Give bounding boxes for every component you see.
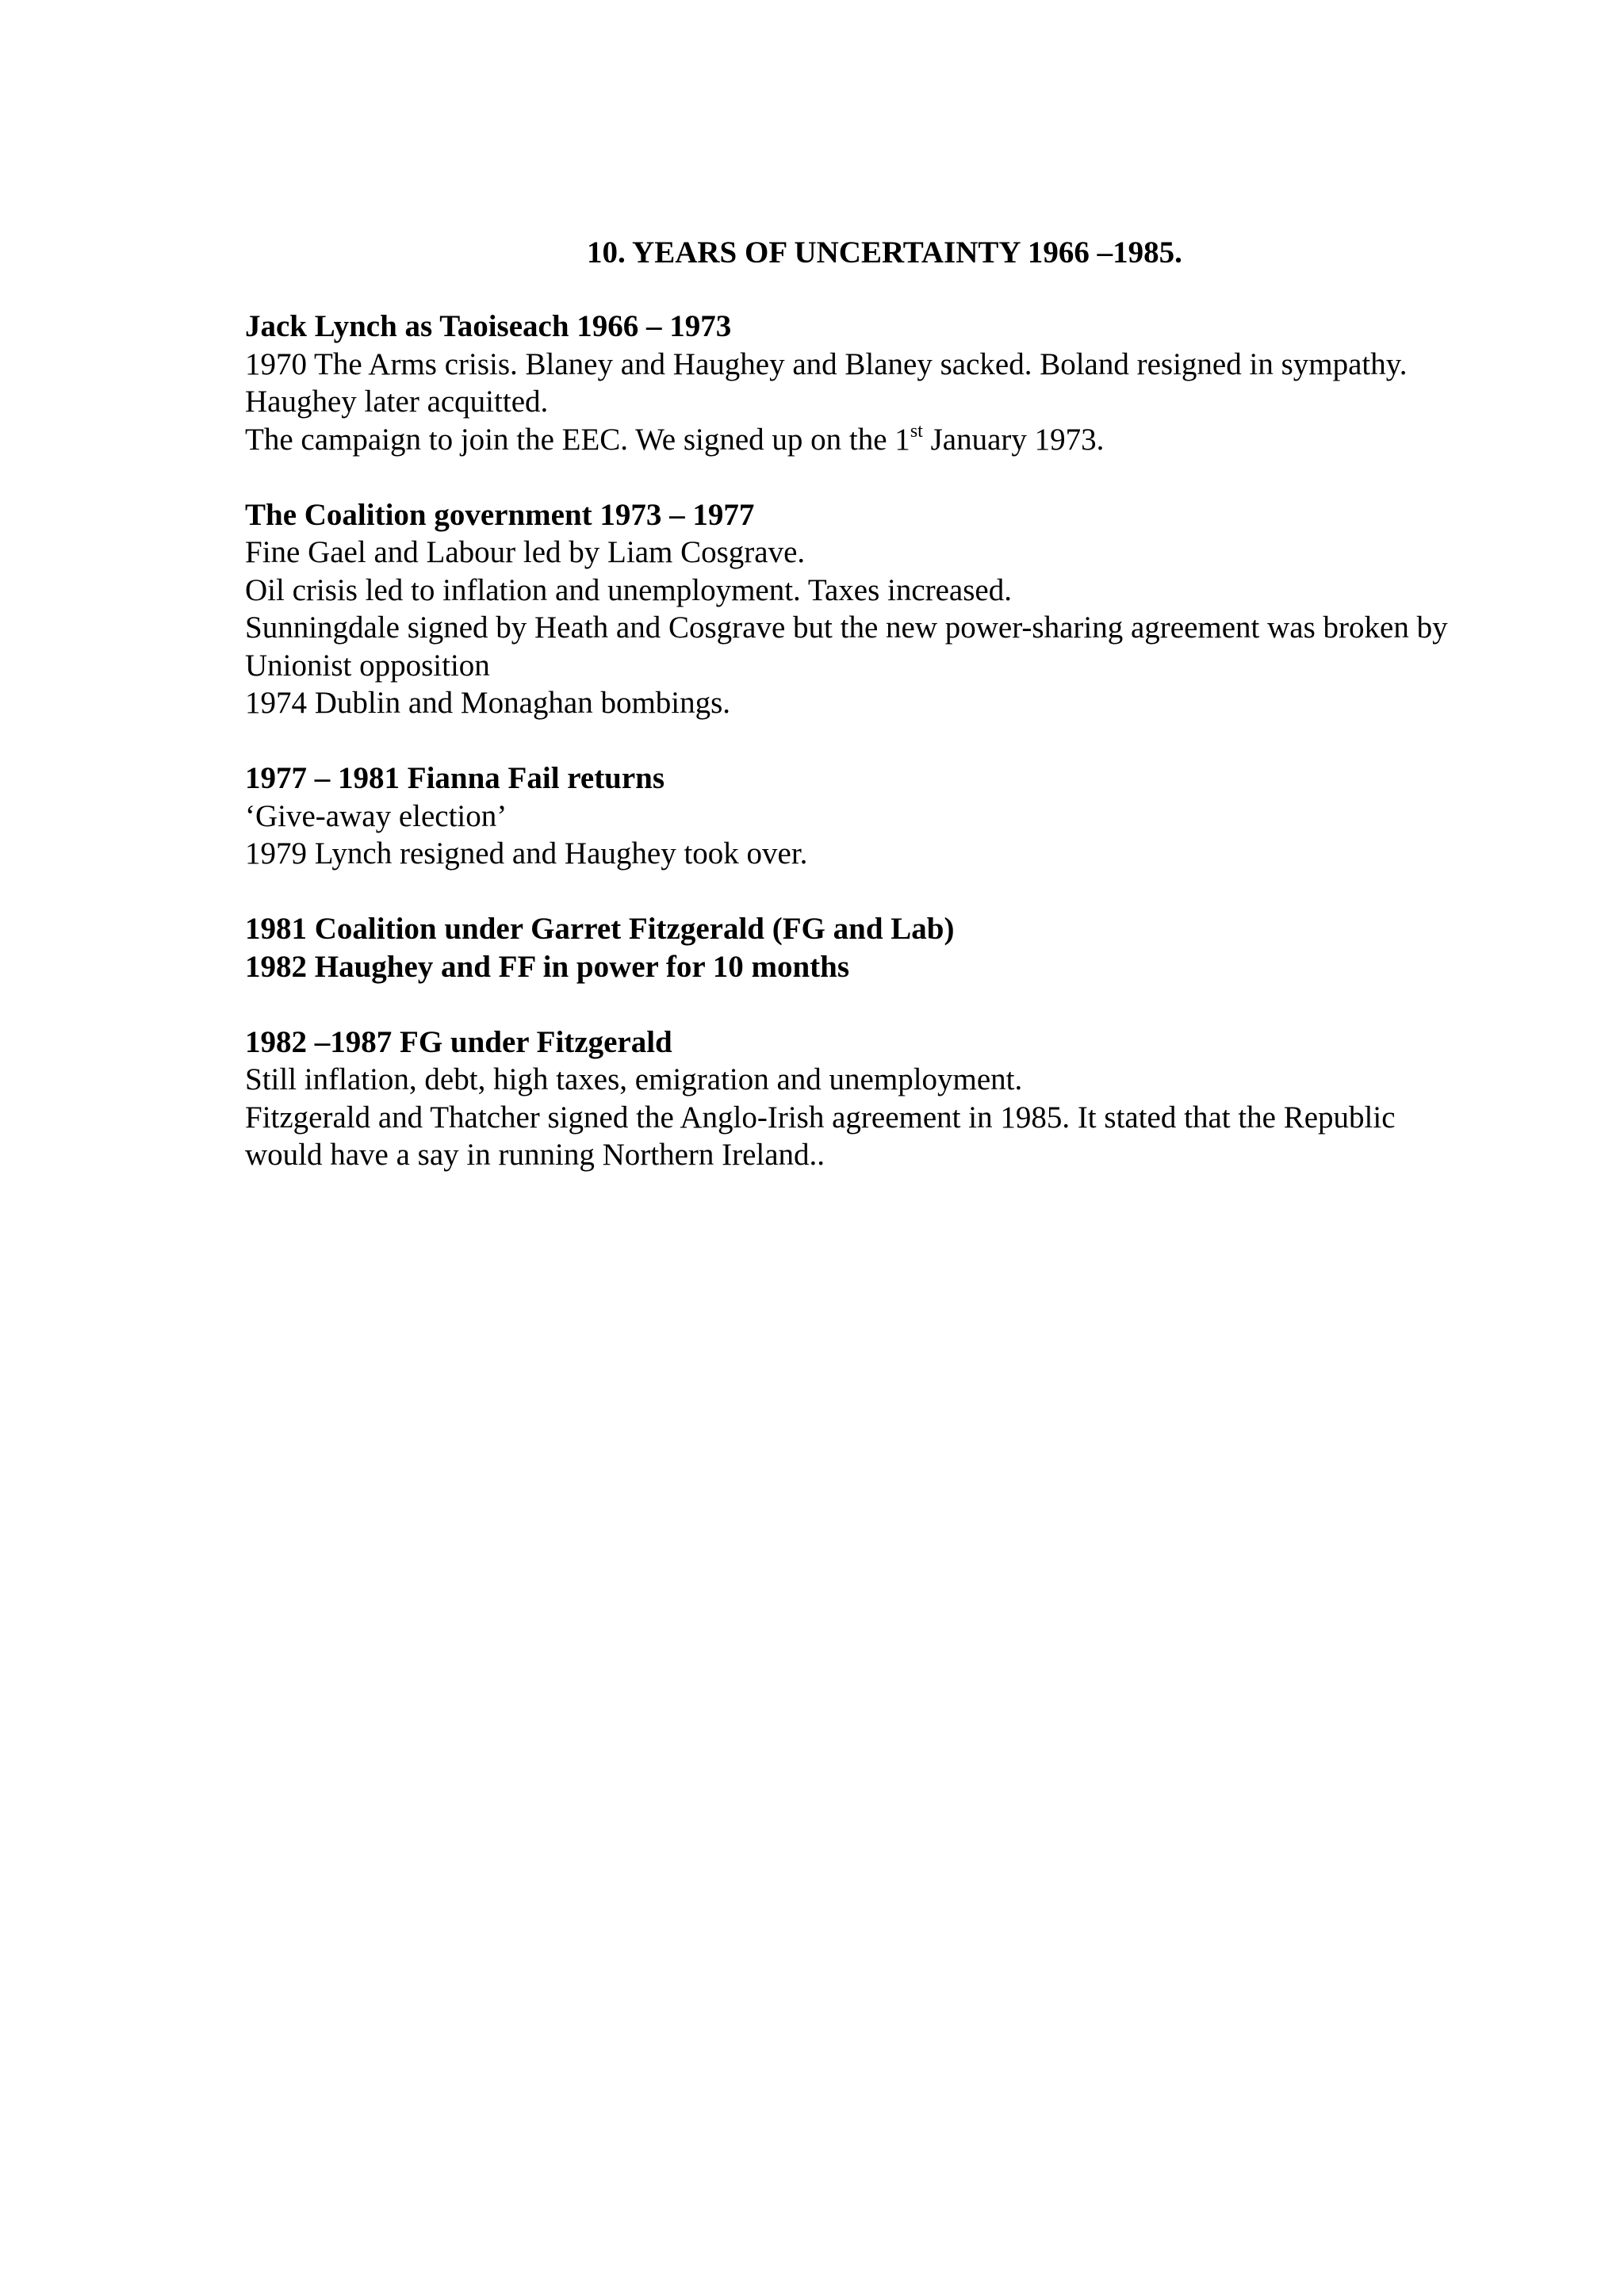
body-line: Fitzgerald and Thatcher signed the Anglo-Irish agreement in 1985. It stated that the Republic [245,1100,1396,1135]
body-line: Fine Gael and Labour led by Liam Cosgrave. [245,535,806,569]
body-line: would have a say in running Northern Ireland.. [245,1138,825,1172]
section-heading: The Coalition government 1973 – 1977 [245,497,755,532]
section-heading: 1977 – 1981 Fianna Fail returns [245,761,665,795]
section-heading: 1982 Haughey and FF in power for 10 months [245,949,850,984]
section-fg-under-fitzgerald [245,1024,1553,1174]
body-line: Haughey later acquitted. [245,385,549,419]
ordinal-superscript: st [910,420,923,442]
body-line: Still inflation, debt, high taxes, emigration and unemployment. [245,1062,1023,1096]
section-heading: Jack Lynch as Taoiseach 1966 – 1973 [245,309,732,343]
body-line: 1974 Dublin and Monaghan bombings. [245,686,731,720]
body-line: 1970 The Arms crisis. Blaney and Haughey and Blaney sacked. Boland resigned in sympathy. [245,346,1408,381]
body-line: Sunningdale signed by Heath and Cosgrave but the new power-sharing agreement was broken by [245,610,1448,645]
body-line: ‘Give-away election’ [245,798,508,833]
section-coalition-government [245,496,1553,722]
section-jack-lynch [245,308,1553,458]
eec-text-before: The campaign to join the EEC. We signed up on the 1 [245,422,910,457]
section-heading: 1981 Coalition under Garret Fitzgerald (FG and Lab) [245,912,955,946]
section-fianna-fail-returns [245,760,1553,873]
body-line: 1979 Lynch resigned and Haughey took over. [245,836,808,871]
body-line-eec [245,421,1553,459]
page-title: 10. YEARS OF UNCERTAINTY 1966 –1985. [587,235,1182,270]
document-body [245,308,1553,1211]
body-line: Unionist opposition [245,648,490,683]
section-1981-1982 [245,910,1553,985]
body-line: Oil crisis led to inflation and unemployment. Taxes increased. [245,572,1012,607]
eec-text-after: January 1973. [922,422,1105,457]
section-heading: 1982 –1987 FG under Fitzgerald [245,1024,672,1059]
